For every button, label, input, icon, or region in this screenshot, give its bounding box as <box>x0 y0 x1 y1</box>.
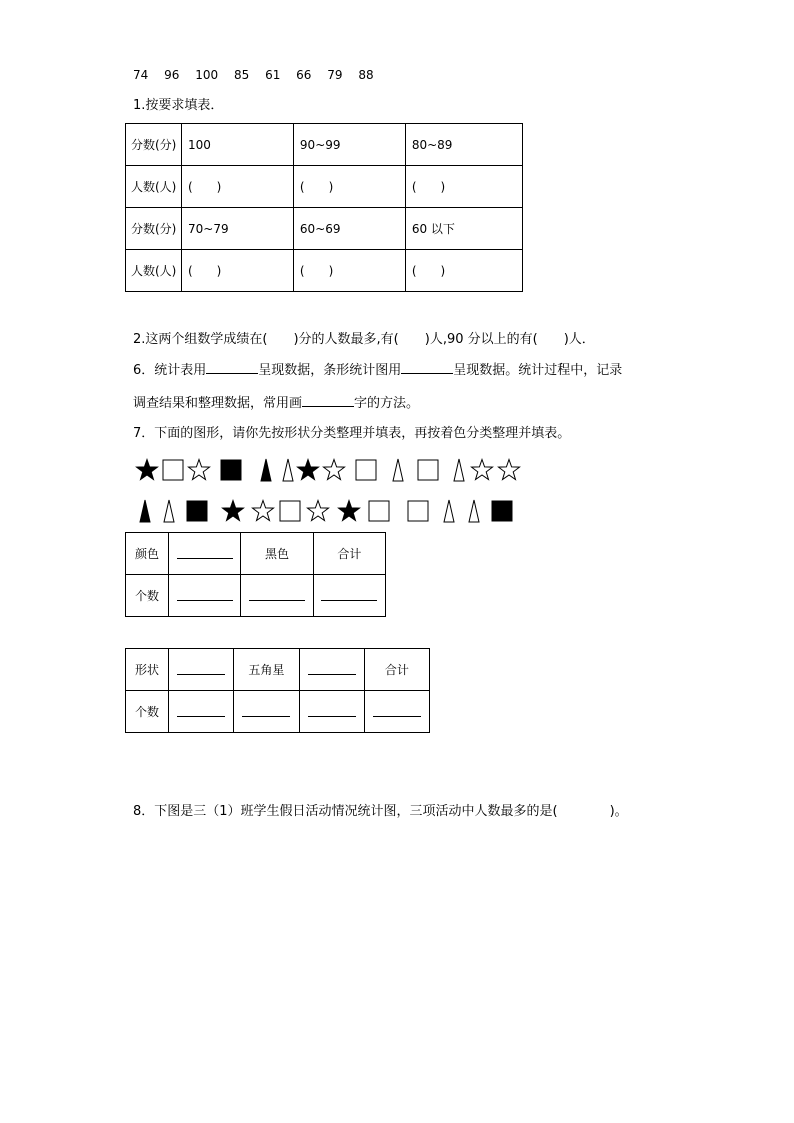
white-star-icon <box>306 499 330 523</box>
q6-text: 调查结果和整理数据，常用画 <box>133 396 303 411</box>
table-row <box>126 691 430 733</box>
q2-text: 2.这两个组数学成绩在( )分的人数最多,有( )人,90 分以上的有( )人． <box>133 332 595 347</box>
white-square-icon <box>354 458 378 482</box>
black-triangle-icon <box>133 499 157 523</box>
table-row <box>126 533 386 575</box>
q6-line2 <box>133 394 419 413</box>
black-square-icon <box>185 499 209 523</box>
score-value: 85 <box>233 68 250 82</box>
score-list <box>133 67 386 83</box>
table-cell: 五角星 <box>234 649 299 691</box>
table-cell: 人数(人) <box>126 166 182 208</box>
table-row <box>126 649 430 691</box>
white-triangle-icon <box>462 499 486 523</box>
q6-text: 字的方法。 <box>354 396 420 411</box>
answer-blank[interactable] <box>313 575 385 617</box>
table-row <box>126 124 523 166</box>
table-row <box>126 166 523 208</box>
white-square-icon <box>416 458 440 482</box>
answer-blank[interactable]: ( ) <box>405 250 522 292</box>
black-star-icon <box>337 499 361 523</box>
table-row <box>126 208 523 250</box>
answer-blank[interactable] <box>206 361 258 374</box>
table-cell: 黑色 <box>241 533 313 575</box>
white-star-icon <box>497 458 521 482</box>
answer-blank[interactable] <box>234 691 299 733</box>
black-square-icon <box>219 458 243 482</box>
answer-blank[interactable]: ( ) <box>182 166 294 208</box>
shape-count-table <box>125 648 430 733</box>
answer-blank[interactable] <box>401 361 453 374</box>
white-star-icon <box>187 458 211 482</box>
answer-blank[interactable] <box>169 533 241 575</box>
score-value: 100 <box>195 68 219 82</box>
table-row <box>126 250 523 292</box>
table-cell: 分数(分) <box>126 208 182 250</box>
table-cell: 人数(人) <box>126 250 182 292</box>
score-value: 74 <box>133 68 149 82</box>
white-square-icon <box>367 499 391 523</box>
answer-blank[interactable] <box>302 394 354 407</box>
answer-blank[interactable] <box>299 649 364 691</box>
q6-line1 <box>133 361 622 380</box>
white-star-icon <box>322 458 346 482</box>
answer-blank[interactable]: ( ) <box>405 166 522 208</box>
white-square-icon <box>161 458 185 482</box>
white-square-icon <box>278 499 302 523</box>
q8-text: 8．下图是三（1）班学生假日活动情况统计图，三项活动中人数最多的是( )。 <box>133 804 628 819</box>
table-cell: 合计 <box>364 649 429 691</box>
score-value: 61 <box>265 68 281 82</box>
table-row <box>126 575 386 617</box>
score-value: 79 <box>327 68 343 82</box>
table-cell: 90~99 <box>293 124 405 166</box>
score-value: 88 <box>358 68 374 82</box>
white-triangle-icon <box>386 458 410 482</box>
black-star-icon <box>296 458 320 482</box>
black-triangle-icon <box>254 458 278 482</box>
white-square-icon <box>406 499 430 523</box>
white-triangle-icon <box>447 458 471 482</box>
table-cell: 个数 <box>126 575 169 617</box>
table-cell: 60 以下 <box>405 208 522 250</box>
score-distribution-table <box>125 123 523 292</box>
answer-blank[interactable] <box>169 575 241 617</box>
score-value: 66 <box>296 68 312 82</box>
answer-blank[interactable]: ( ) <box>293 166 405 208</box>
table-cell: 70~79 <box>182 208 294 250</box>
black-star-icon <box>221 499 245 523</box>
table-cell: 合计 <box>313 533 385 575</box>
white-triangle-icon <box>157 499 181 523</box>
black-star-icon <box>135 458 159 482</box>
table-cell: 分数(分) <box>126 124 182 166</box>
black-square-icon <box>490 499 514 523</box>
q1-title: 1.按要求填表． <box>133 98 224 113</box>
answer-blank[interactable] <box>169 649 234 691</box>
white-star-icon <box>470 458 494 482</box>
answer-blank[interactable] <box>169 691 234 733</box>
answer-blank[interactable]: ( ) <box>182 250 294 292</box>
q7-title: 7．下面的图形，请你先按形状分类整理并填表，再按着色分类整理并填表。 <box>133 426 571 441</box>
answer-blank[interactable] <box>299 691 364 733</box>
color-count-table <box>125 532 386 617</box>
answer-blank[interactable] <box>241 575 313 617</box>
answer-blank[interactable] <box>364 691 429 733</box>
table-cell: 100 <box>182 124 294 166</box>
q6-text: 呈现数据，条形统计图用 <box>258 363 402 378</box>
white-triangle-icon <box>437 499 461 523</box>
table-cell: 个数 <box>126 691 169 733</box>
q6-text: 6．统计表用 <box>133 363 207 378</box>
score-value: 96 <box>164 68 180 82</box>
table-cell: 形状 <box>126 649 169 691</box>
table-cell: 60~69 <box>293 208 405 250</box>
table-cell: 颜色 <box>126 533 169 575</box>
table-cell: 80~89 <box>405 124 522 166</box>
q6-text: 呈现数据。统计过程中，记录 <box>453 363 623 378</box>
white-star-icon <box>251 499 275 523</box>
answer-blank[interactable]: ( ) <box>293 250 405 292</box>
